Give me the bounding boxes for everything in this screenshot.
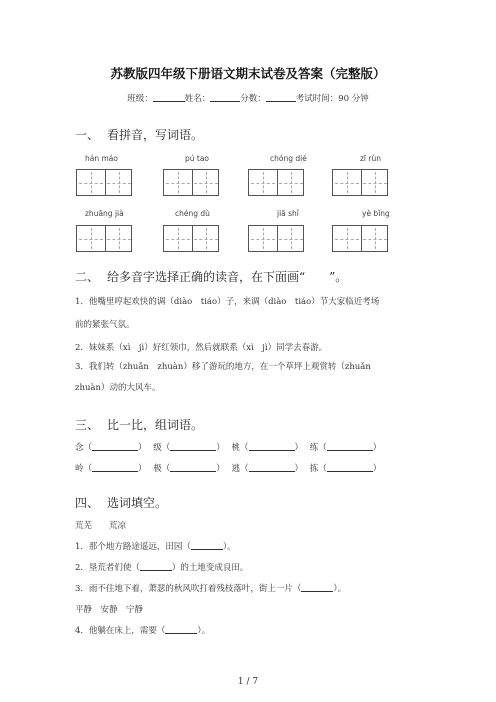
pinyin-8: yè bǐng: [362, 209, 390, 218]
name-blank[interactable]: [210, 93, 240, 102]
compare-blank[interactable]: [170, 442, 216, 451]
fill-blank-4[interactable]: [165, 625, 197, 634]
pinyin-4: zī rùn: [360, 154, 381, 163]
polyphone-line-1: 1．他嘴里哼起欢快的调（diào tiáo）子，来调（diào tiáo）节大家临近考场: [75, 297, 380, 307]
polyphone-line-3: 2．妹妹系（xì jì）好红领巾，然后就联系（xì jì）同学去春游。: [75, 343, 328, 353]
page-title: 苏教版四年级下册语文期末试卷及答案（完整版）: [110, 66, 386, 81]
fill-blank-1[interactable]: [191, 541, 223, 550]
fill-blank-2[interactable]: [140, 562, 172, 571]
fill-question-3: 3．雨不住地下着，萧瑟的秋风吹打着残枝落叶，街上一片（ ）。: [75, 584, 347, 594]
answer-grid-3[interactable]: [248, 169, 304, 196]
answer-grid-8[interactable]: [332, 225, 388, 252]
student-info-line: [0, 92, 496, 104]
compare-row-2: 岭（ ） 极（ ） 逃（ ） 拣（ ）: [75, 464, 382, 474]
compare-blank[interactable]: [327, 463, 373, 472]
compare-blank[interactable]: [170, 463, 216, 472]
compare-blank[interactable]: [249, 442, 295, 451]
section-2-heading: 二、 给多音字选择正确的读音，在下面画“ ”。: [75, 270, 348, 284]
class-label: 班级：: [127, 94, 153, 104]
polyphone-line-5: zhuàn）动的大风车。: [75, 383, 161, 393]
answer-grid-4[interactable]: [332, 169, 388, 196]
compare-row-1: 念（ ） 级（ ） 桃（ ） 练（ ）: [75, 443, 382, 453]
pinyin-3: chóng dié: [270, 154, 307, 163]
word-choices-2: 平静 安静 宁静: [75, 605, 144, 615]
compare-blank[interactable]: [92, 442, 138, 451]
word-choices-1: 荒芜 荒凉: [75, 521, 127, 531]
section-4-heading: 四、 选词填空。: [75, 496, 168, 510]
class-blank[interactable]: [153, 93, 185, 102]
section-3-heading: 三、 比一比，组词语。: [75, 418, 204, 432]
pinyin-6: chéng dù: [175, 209, 210, 218]
polyphone-line-2: 前的紧张气氛。: [75, 320, 135, 330]
answer-grid-1[interactable]: [76, 169, 132, 196]
fill-question-1: 1．那个地方路途遥远，田园（ ）。: [75, 542, 236, 552]
page-number: 1 / 7: [237, 677, 259, 687]
compare-blank[interactable]: [249, 463, 295, 472]
pinyin-7: jiā shǐ: [277, 209, 299, 218]
compare-blank[interactable]: [92, 463, 138, 472]
score-blank[interactable]: [266, 93, 296, 102]
score-label: 分数：: [240, 94, 266, 104]
fill-question-4: 4．他躺在床上，需要（ ）。: [75, 626, 211, 636]
polyphone-line-4: 3．我们转（zhuǎn zhuàn）移了游玩的地方，在一个草坪上观赏转（zhuǎn: [75, 362, 371, 372]
answer-grid-7[interactable]: [248, 225, 304, 252]
answer-grid-6[interactable]: [163, 225, 219, 252]
section-1-heading: 一、 看拼音，写词语。: [75, 128, 204, 142]
fill-blank-3[interactable]: [301, 583, 333, 592]
pinyin-1: hán máo: [85, 154, 118, 163]
fill-question-2: 2．垦荒者们使（ ）的土地变成良田。: [75, 563, 249, 573]
answer-grid-5[interactable]: [76, 225, 132, 252]
answer-grid-2[interactable]: [163, 169, 219, 196]
pinyin-2: pú tao: [185, 154, 210, 163]
name-label: 姓名：: [184, 94, 211, 104]
compare-blank[interactable]: [327, 442, 373, 451]
time-label: 考试时间：90 分钟: [295, 94, 369, 104]
pinyin-5: zhuāng jià: [85, 209, 124, 218]
